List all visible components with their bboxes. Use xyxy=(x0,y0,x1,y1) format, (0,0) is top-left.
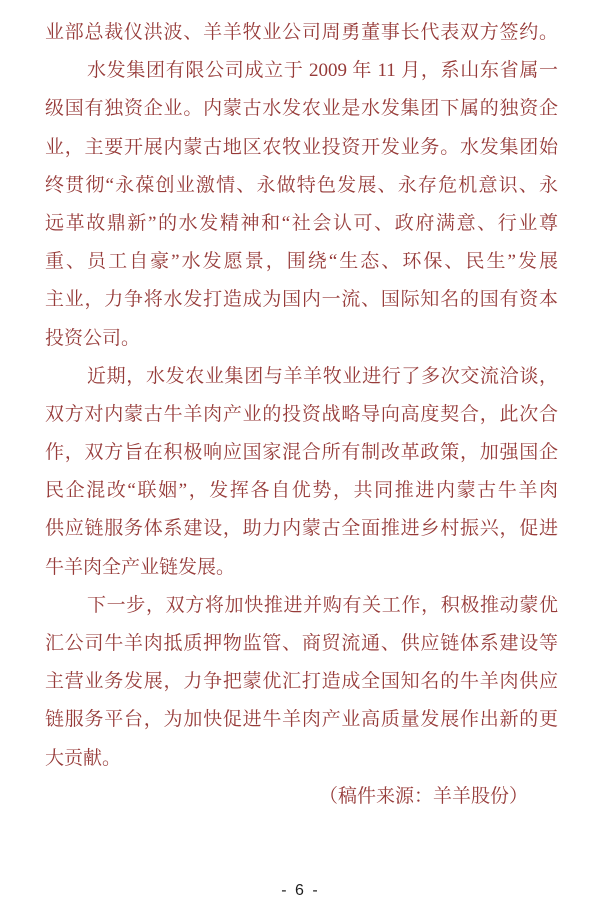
body-line: 牛羊肉全产业链发展。 xyxy=(45,556,236,578)
body-line: 业，主要开展内蒙古地区农牧业投资开发业务。水发集团始 xyxy=(45,136,558,158)
text-block xyxy=(45,14,558,816)
body-line: 作，双方旨在积极响应国家混合所有制改革政策，加强国企 xyxy=(45,442,558,464)
body-line: 近期，水发农业集团与羊羊牧业进行了多次交流洽谈， xyxy=(87,365,558,387)
paragraph xyxy=(45,14,558,52)
body-line: 链服务平台，为加快促进牛羊肉产业高质量发展作出新的更 xyxy=(45,709,558,731)
body-line: 民企混改“联姻”，发挥各自优势，共同推进内蒙古牛羊肉 xyxy=(45,480,558,502)
page-number: - 6 - xyxy=(281,882,320,899)
body-line: 大贡献。 xyxy=(45,747,122,769)
body-line: 投资公司。 xyxy=(45,327,141,349)
source-attribution: （稿件来源：羊羊股份） xyxy=(318,785,528,807)
body-line: 供应链服务体系建设，助力内蒙古全面推进乡村振兴，促进 xyxy=(45,518,558,540)
body-line: 水发集团有限公司成立于 2009 年 11 月，系山东省属一 xyxy=(87,60,558,82)
paragraph xyxy=(45,587,558,778)
body-line: 主业，力争将水发打造成为国内一流、国际知名的国有资本 xyxy=(45,289,558,311)
body-line: 主营业务发展，力争把蒙优汇打造成全国知名的牛羊肉供应 xyxy=(45,671,558,693)
paragraph xyxy=(45,52,558,358)
body-line: 双方对内蒙古牛羊肉产业的投资战略导向高度契合，此次合 xyxy=(45,403,558,425)
body-line: 下一步，双方将加快推进并购有关工作，积极推动蒙优 xyxy=(87,594,558,616)
body-line: 远革故鼎新”的水发精神和“社会认可、政府满意、行业尊 xyxy=(45,212,558,234)
body-line: 级国有独资企业。内蒙古水发农业是水发集团下属的独资企 xyxy=(45,98,558,120)
paragraph xyxy=(45,358,558,587)
body-line: 汇公司牛羊肉抵质押物监管、商贸流通、供应链体系建设等 xyxy=(45,633,558,654)
body-line: 重、员工自豪”水发愿景，围绕“生态、环保、民生”发展 xyxy=(45,251,558,273)
body-line: 终贯彻“永葆创业激情、永做特色发展、永存危机意识、永 xyxy=(45,174,558,196)
body-line: 业部总裁仪洪波、羊羊牧业公司周勇董事长代表双方签约。 xyxy=(45,22,558,43)
